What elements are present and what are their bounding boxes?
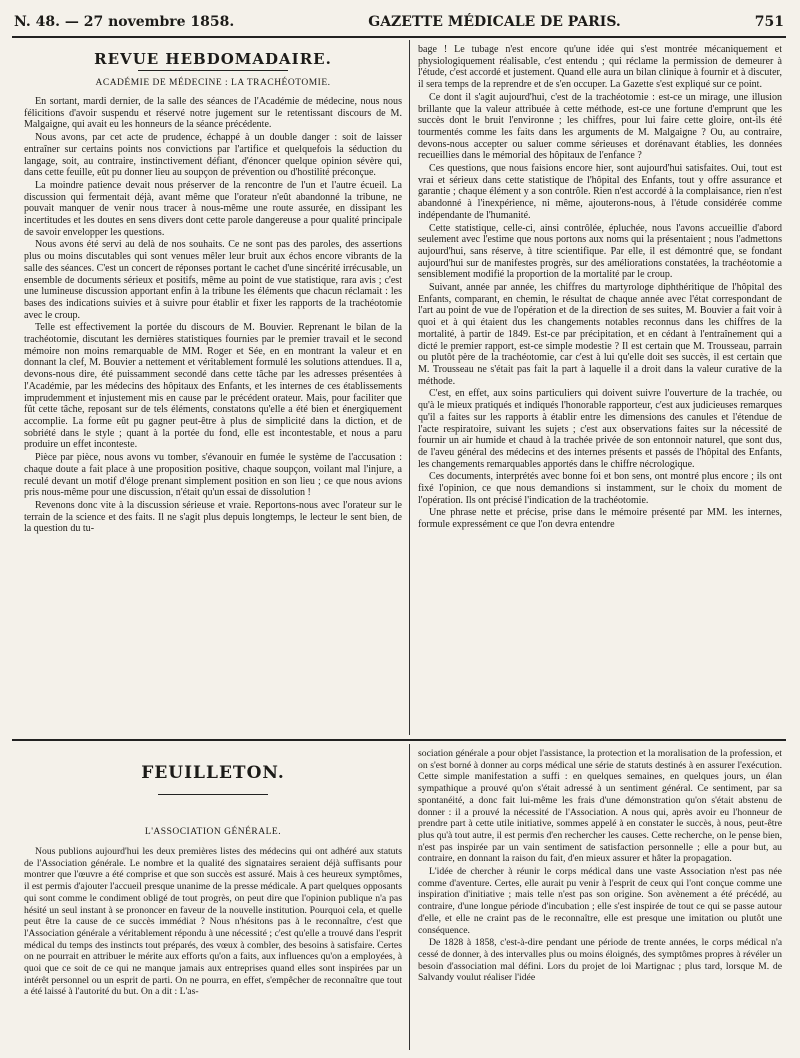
revue-column-left: [24, 44, 402, 735]
feuilleton-title-rule: [158, 794, 268, 795]
feuilleton-paragraph: L'idée de chercher à réunir le corps médical dans une vaste Association n'est pas née comme d'aventure. Certes, elle aurait pu venir à l'esprit de ceux qui l'ont conçue comme une inspiration d'initiative ; mais telle n'est pas son origine. Son avènement a été précédé, au contraire, d'une longue période d'incubation ; elle s'est inspirée de tout ce qui se passe autour d'elle, et elle ne craint pas de le reconnaître, elle est presque une imitation ou plutôt une conséquence.: [418, 866, 782, 936]
revue-paragraph: C'est, en effet, aux soins particuliers qui doivent suivre l'ouverture de la trachée, ou qu'à le mieux pratiqués et indiqués l'honorable rapporteur, c'est aux judicieuses remarques qu'il a faites sur les rapports à établir entre les dimensions des canules et l'étendue de l'acte respiratoire, suivant les sujets ; c'est aux observations faites sur la nécessité de fournir un air humide et chaud à la trachée privée de son entonnoir naturel, que sont dus, de l'aveu général des médecins et des internes présents et passés de l'hôpital des Enfants, les changements remarquables apportés dans le chiffre nécrologique.: [418, 388, 782, 470]
journal-title: GAZETTE MÉDICALE DE PARIS.: [368, 14, 621, 30]
revue-paragraph: Ces questions, que nous faisions encore hier, sont aujourd'hui satisfaites. Oui, tout est vrai et sérieux dans cette statistique de l'hôpital des Enfants, tout y offre assurance et garantie ; chaque élément y a son contrôle. Rien n'est accordé à la complaisance, rien n'est abandonné à l'inexpérience, ni même, ajouterons-nous, à l'étude considérée comme indépendante de l'humanité.: [418, 163, 782, 221]
revue-subtitle: ACADÉMIE DE MÉDECINE : LA TRACHÉOTOMIE.: [95, 78, 331, 88]
revue-title: REVUE HEBDOMADAIRE.: [94, 50, 332, 68]
revue-paragraph: Cette statistique, celle-ci, ainsi contrôlée, épluchée, nous l'avons accueillie d'abord seulement avec l'estime que nous portons aux noms qui la présentaient ; nous l'admettons aujourd'hui, sans réserve, à titre scientifique. Par elle, il est démontré que, se fondant aujourd'hui sur de manifestes progrès, sur des améliorations constatées, la trachéotomie a sensiblement modifié la proportion de la mortalité par le croup.: [418, 222, 782, 281]
page-header: [14, 10, 784, 34]
header-rule: [12, 36, 786, 38]
column-divider-top: [409, 40, 410, 735]
column-divider-bottom: [409, 744, 410, 1050]
revue-paragraph: bage ! Le tubage n'est encore qu'une idée qui s'est montrée mécaniquement et physiologiquement réalisable, c'est entendu ; qui réclame la permission de demeurer à l'étude, c'est accordé et justement. Quand elle aura un bilan clinique à fournir et à discuter, il sera temps de la reprendre et de s'en occuper. La Gazette s'est expliqué sur ce point.: [418, 44, 782, 91]
revue-paragraph: Ce dont il s'agit aujourd'hui, c'est de la trachéotomie : est-ce un mirage, une illusion brillante que la valeur attribuée à cette méthode, est-ce une fortune d'emprunt que les succès dont le bruit l'environne ; les chiffres, pour lui faire cette gloire, ont-ils été tourmentés comme les faits dans les arguments de M. Malgaigne ? Ou, au contraire, devons-nous accepter ou saluer comme sérieuses et dorénavant établies, les données recueillies dans le mémorial des hôpitaux de l'enfance ?: [418, 91, 782, 162]
feuilleton-column-left: [24, 748, 402, 1048]
feuilleton-title: FEUILLETON.: [141, 763, 285, 783]
feuilleton-paragraph: De 1828 à 1858, c'est-à-dire pendant une période de trente années, le corps médical n'a cessé de donner, à des intervalles plus ou moins éloignés, des symptômes propres à révéler un besoin d'association mal défini. Lors du projet de loi Martignac ; plus tard, lorsque M. de Salvandy voulut réaliser l'idée: [418, 937, 782, 984]
feuilleton-column-right: [418, 748, 782, 1048]
revue-paragraph: Pièce par pièce, nous avons vu tomber, s'évanouir en fumée le système de l'accusation : chaque doute a fait place à une proposition positive, chaque soupçon, voilant mal l'injure, a reculé devant un motif d'éloge prenant simplement position en son lieu ; ce que nous avions pris nous-même pour une discussion, n'était qu'un essai de dissolution !: [24, 452, 402, 499]
revue-title-rule: [138, 70, 288, 71]
revue-paragraph: Revenons donc vite à la discussion sérieuse et vraie. Reportons-nous avec l'orateur sur le terrain de la science et des faits. Il ne s'agit plus depuis longtemps, le lecteur le sent bien, de la question du tu-: [24, 499, 402, 535]
revue-paragraph: Nous avons, par cet acte de prudence, échappé à un double danger : soit de laisser entraîner sur certains points nos convictions par l'artifice et quelquefois la séduction du langage, soit, au contraire, instinctivement défiant, d'énoncer quelque opinion sévère qui, dans cette feuille, eût pu donner lieu au soupçon de prévention ou d'hostilité préconçue.: [24, 132, 402, 179]
feuilleton-separator: [12, 739, 786, 741]
revue-paragraph: En sortant, mardi dernier, de la salle des séances de l'Académie de médecine, nous nous félicitions d'avoir suspendu et réservé notre jugement sur le retentissant discours de M. Malgaigne, qui avait eu les honneurs de la séance précédente.: [24, 96, 402, 131]
feuilleton-paragraph: sociation générale a pour objet l'assistance, la protection et la moralisation de la profession, et on s'est borné à donner au corps médical une série de statuts destinés à en assurer l'exécution. Cette simple manifestation a suffi : en quelques semaines, en quelques jours, un élan sympathique a prouvé qu'on s'était adressé à un sentiment général. Ce sentiment, par sa spontanéité, a donc fait lui-même les frais d'une démonstration qu'on s'était abstenu de donner : il a prouvé la nécessité de l'Association. A nous qui, après avoir eu l'honneur de prendre part à cette utile initiative, sommes appelé à en constater le succès, à nous, peut-être plus qu'à tout autre, il est permis d'en rechercher les causes. Cette recherche, on le pense bien, n'est pas inspirée par un vain sentiment de satisfaction personnelle ; elle a pour but, au contraire, en donnant la raison du fait, d'en mieux assurer et hâter la propagation.: [418, 748, 782, 865]
revue-paragraph: Suivant, année par année, les chiffres du martyrologe diphthéritique de l'hôpital des Enfants, comparant, en chemin, le résultat de chaque année avec l'état correspondant de l'art au point de vue de l'opération et de la direction de ses suites, M. Bouvier a fait voir à quoi et à qui étaient dus les changements notables reconnus dans les chiffres de la mortalité, à partir de 1849. Est-ce par précipitation, et en cédant à l'entraînement qui a dicté le premier rapport, est-ce simple modestie ? Il est certain que M. Trousseau, parrain ou plutôt père de la trachéotomie, car c'est à lui qu'elle doit ses succès, il est certain que M. Trousseau ne s'était pas fait la part à laquelle il a droit dans la valeur curative de la méthode.: [418, 282, 782, 387]
feuilleton-heading: [24, 748, 402, 822]
feuilleton-subtitle: L'ASSOCIATION GÉNÉRALE.: [144, 827, 282, 837]
issue-date: N. 48. — 27 novembre 1858.: [14, 14, 235, 30]
page-number: 751: [754, 14, 784, 30]
revue-paragraph: Ces documents, interprétés avec bonne foi et bon sens, ont montré plus encore ; ils ont fixé l'opinion, ce que nous demandions si instamment, sur le choix du moment de l'opération. Ils ont précisé l'indication de la trachéotomie.: [418, 471, 782, 506]
revue-paragraph: La moindre patience devait nous préserver de la rencontre de l'un et l'autre écueil. La discussion qui fermentait déjà, avant même que l'orateur n'eût abandonné la tribune, ne pouvait manquer de venir nous tracer à nous-même une route assurée, en dissipant les incertitudes et les doutes en sens divers dont cette parole dangereuse a pour qualité principale de savoir envelopper les questions.: [24, 179, 402, 238]
revue-paragraph: Nous avons été servi au delà de nos souhaits. Ce ne sont pas des paroles, des assertions plus ou moins discutables qui sont venues mêler leur bruit aux échos encore vibrants de la salle des séances. C'est un concert de réponses portant le cachet d'une sincérité irrécusable, un ensemble de documents sérieux et positifs, même au point de vue statistique, rara avis ; c'est une lumineuse discussion apportant enfin à la tribune les éléments que chacun réclamait : les bases des indications suivies et à suivre pour établir et fixer les rapports de la trachéotomie avec le croup.: [24, 239, 402, 321]
revue-paragraph: Telle est effectivement la portée du discours de M. Bouvier. Reprenant le bilan de la trachéotomie, discutant les dernières statistiques fournies par le premier travail et le second mémoire non moins remarquable de MM. Roger et Sée, en en montrant la valeur et en donnant la clef, M. Bouvier a nettement et véritablement formulé les solutions attendues. Il a, devons-nous dire, été puissamment secondé dans cette tâche par les adresses présentées à l'Académie, par les médecins des hôpitaux des Enfants, et les internes de ces établissements imprudemment et injustement mis en cause par le précédent orateur. Mais, pour faciliter que fût cette tâche, reposant sur de tels éléments, constatons qu'elle a été bien et énergiquement accomplie. La forme eût pu gagner peut-être à plus de simplicité dans la diction, et de sobriété dans le style ; quant à la portée du fond, elle est incontestable, et nous a paru produire un effet inconteste.: [24, 322, 402, 451]
feuilleton-paragraph: Nous publions aujourd'hui les deux premières listes des médecins qui ont adhéré aux statuts de l'Association générale. Le nombre et la qualité des signataires seraient déjà suffisants pour montrer que l'œuvre a été comprise et que son succès est assuré. Mais à ces heureux symptômes, il est permis d'ajouter l'accueil presque unanime de la presse médicale. A part quelques opposants qui sont comme le condiment obligé de tout progrès, on peut dire que l'opinion publique n'a pas hésité un seul instant à se prononcer en faveur de la nouvelle institution. Pourquoi cela, et quelle peut être la cause de ce succès immédiat ? Nous n'hésitons pas à le reconnaître, c'est que l'Association générale a véritablement répondu à une nécessité ; c'est qu'elle a trouvé dans l'esprit médical du temps des instincts tout préparés, des vœux à combler, des besoins à satisfaire. Certes on ne pourrait en attribuer le mérite aux efforts qu'on a faits, aux influences qu'on a employées, à quoi que ce soit de ce qui ne manque jamais aux entreprises quand elles sont inspirées par un intérêt personnel ou un esprit de parti. On ne pourra, en effet, s'empêcher de reconnaître que tout a été laissé à l'autorité du but. On a dit : L'as-: [24, 846, 402, 998]
revue-column-right: [418, 44, 782, 735]
revue-paragraph: Une phrase nette et précise, prise dans le mémoire présenté par MM. les internes, formule expressément ce que l'on devra entendre: [418, 507, 782, 531]
